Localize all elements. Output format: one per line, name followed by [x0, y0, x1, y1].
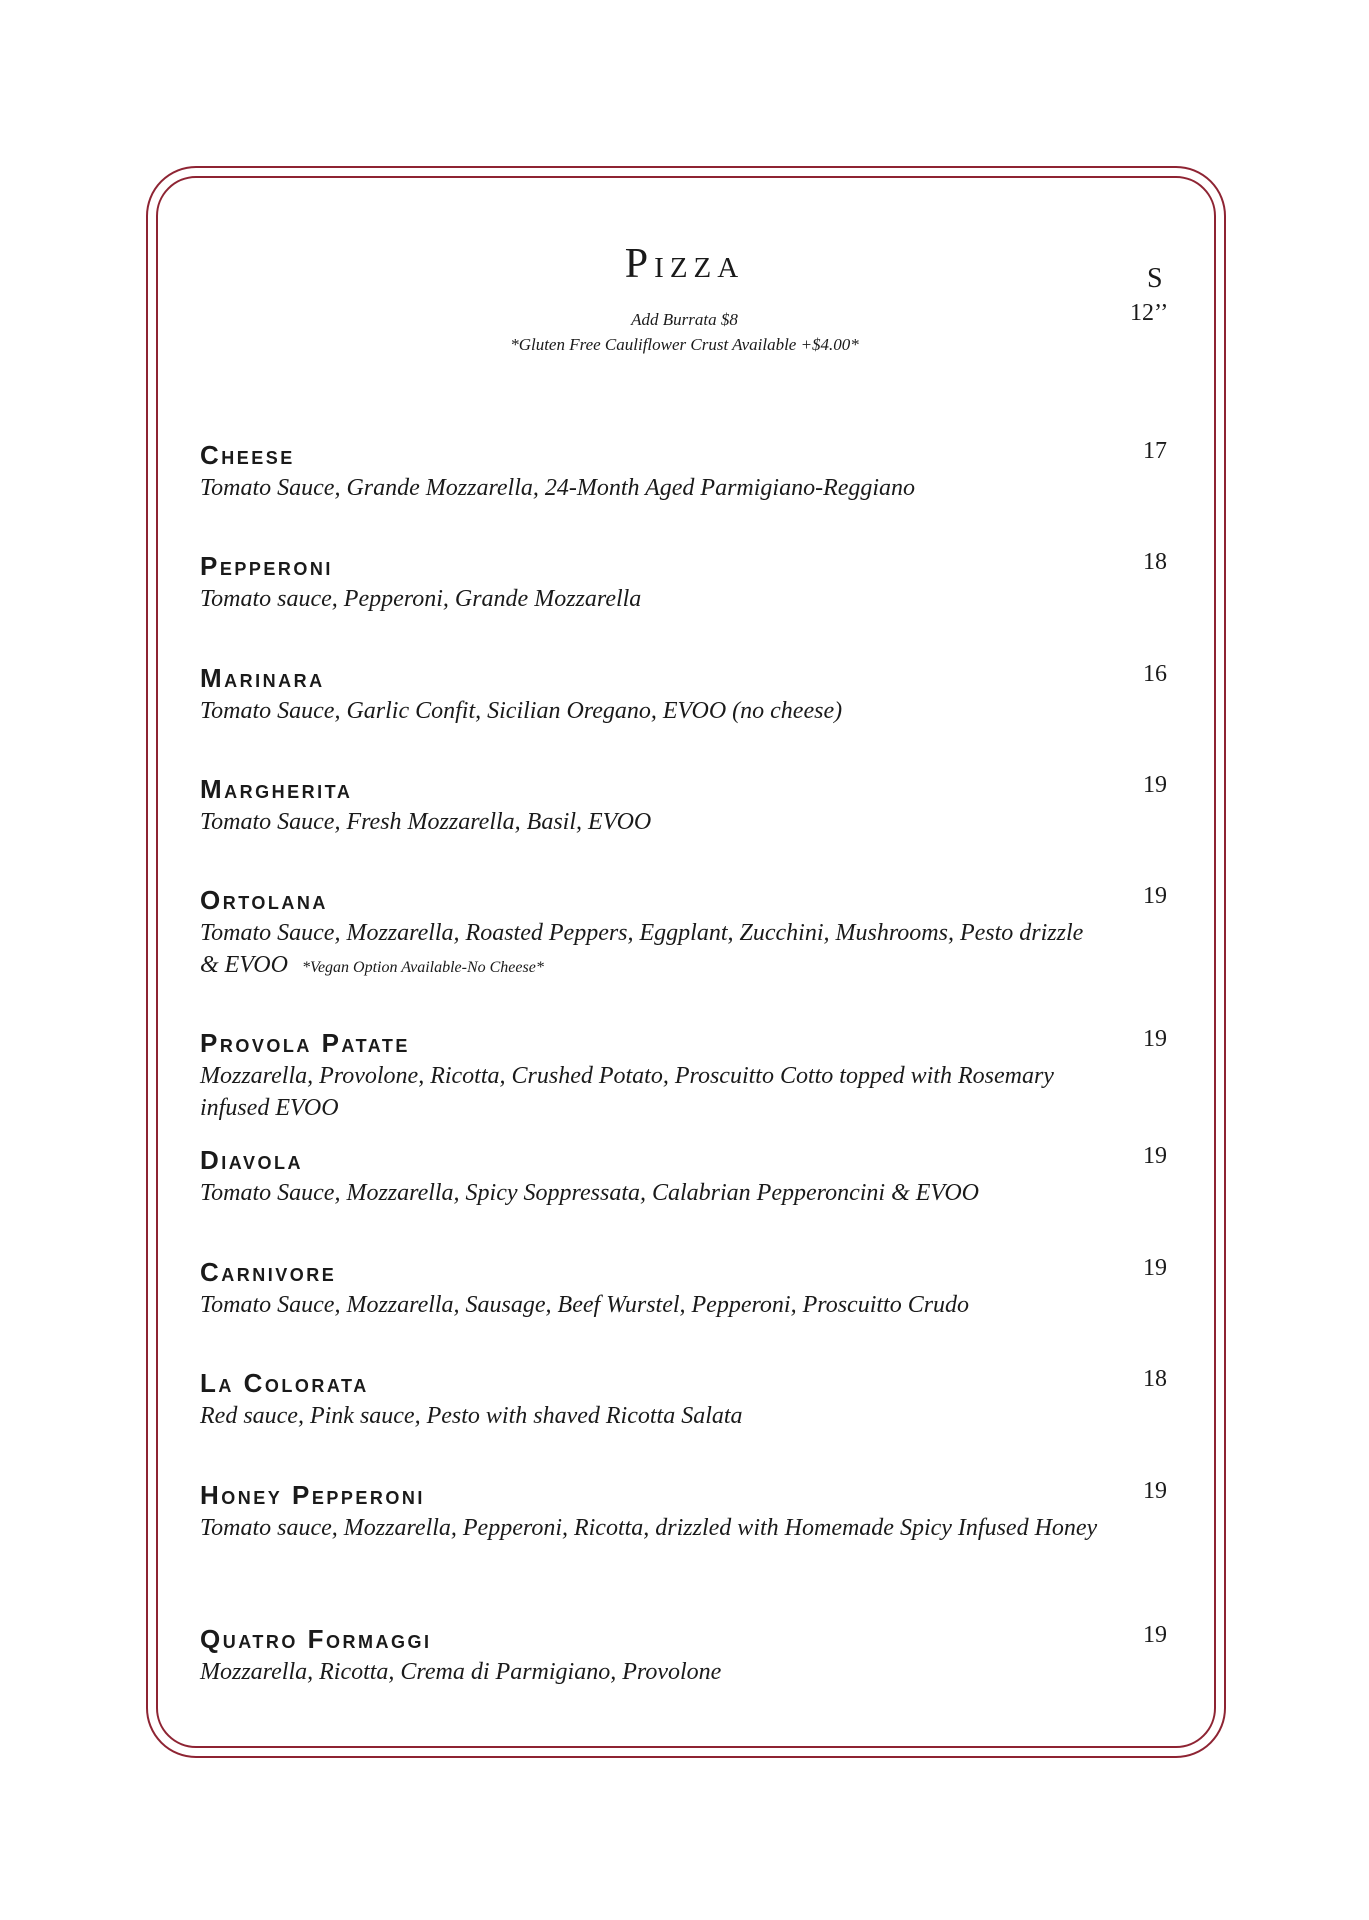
item-name: Diavola [200, 1145, 303, 1175]
menu-item-honey-pepperoni [200, 1480, 1200, 1544]
item-price: 19 [1143, 1026, 1167, 1052]
item-price: 19 [1143, 1622, 1167, 1648]
item-name: Ortolana [200, 885, 328, 915]
burrata-note: Add Burrata $8 [631, 310, 738, 329]
item-description: Tomato Sauce, Mozzarella, Spicy Soppressata, Calabrian Pepperoncini & EVOO [200, 1180, 980, 1206]
item-description: Tomato Sauce, Garlic Confit, Sicilian Oregano, EVOO (no cheese) [200, 698, 843, 724]
size-inches: 12’’ [1130, 300, 1169, 326]
item-description [200, 917, 1100, 984]
item-name: Margherita [200, 774, 353, 804]
menu-item-carnivore [200, 1257, 1200, 1321]
item-price: 19 [1143, 1478, 1167, 1504]
menu-item-cheese [200, 440, 1200, 504]
size-label: S [1147, 263, 1163, 294]
gluten-free-note: *Gluten Free Cauliflower Crust Available +$4.00* [510, 335, 859, 354]
menu-item-quatro-formaggi [200, 1624, 1200, 1688]
item-price: 18 [1143, 1366, 1167, 1392]
item-name: Quatro Formaggi [200, 1624, 432, 1654]
menu-item-marinara [200, 663, 1200, 727]
menu-item-provola-patate [200, 1028, 1200, 1124]
item-price: 19 [1143, 772, 1167, 798]
item-description: Mozzarella, Ricotta, Crema di Parmigiano, Provolone [200, 1659, 722, 1685]
item-name: Cheese [200, 440, 295, 470]
item-price: 16 [1143, 661, 1167, 687]
item-description: Tomato sauce, Mozzarella, Pepperoni, Ricotta, drizzled with Homemade Spicy Infused Honey [200, 1515, 1098, 1541]
item-description: Mozzarella, Provolone, Ricotta, Crushed Potato, Proscuitto Cotto topped with Rosemary infused EVOO [200, 1063, 1054, 1121]
menu-item-ortolana [200, 885, 1200, 984]
item-name: La Colorata [200, 1368, 369, 1398]
item-price: 17 [1143, 438, 1167, 464]
item-price: 18 [1143, 549, 1167, 575]
item-price: 19 [1143, 1255, 1167, 1281]
item-name: Provola Patate [200, 1028, 410, 1058]
item-description-text: Tomato Sauce, Mozzarella, Roasted Peppers, Eggplant, Zucchini, Mushrooms, Pesto drizzle & EVOO [200, 920, 1084, 978]
vegan-option-note: *Vegan Option Available-No Cheese* [301, 959, 544, 976]
item-name: Marinara [200, 663, 325, 693]
item-name: Pepperoni [200, 551, 333, 581]
menu-item-la-colorata [200, 1368, 1200, 1432]
item-name: Carnivore [200, 1257, 337, 1287]
item-description: Tomato sauce, Pepperoni, Grande Mozzarella [200, 586, 642, 612]
menu-item-diavola [200, 1145, 1200, 1209]
item-description: Red sauce, Pink sauce, Pesto with shaved Ricotta Salata [200, 1403, 743, 1429]
menu-item-pepperoni [200, 551, 1200, 615]
item-description: Tomato Sauce, Grande Mozzarella, 24-Month Aged Parmigiano-Reggiano [200, 475, 916, 501]
menu-item-margherita [200, 774, 1200, 838]
item-description: Tomato Sauce, Fresh Mozzarella, Basil, EVOO [200, 809, 652, 835]
size-header [1130, 262, 1210, 330]
item-name: Honey Pepperoni [200, 1480, 425, 1510]
item-price: 19 [1143, 1143, 1167, 1169]
item-price: 19 [1143, 883, 1167, 909]
item-description: Tomato Sauce, Mozzarella, Sausage, Beef Wurstel, Pepperoni, Proscuitto Crudo [200, 1292, 970, 1318]
menu-title: Pizza [624, 241, 745, 287]
